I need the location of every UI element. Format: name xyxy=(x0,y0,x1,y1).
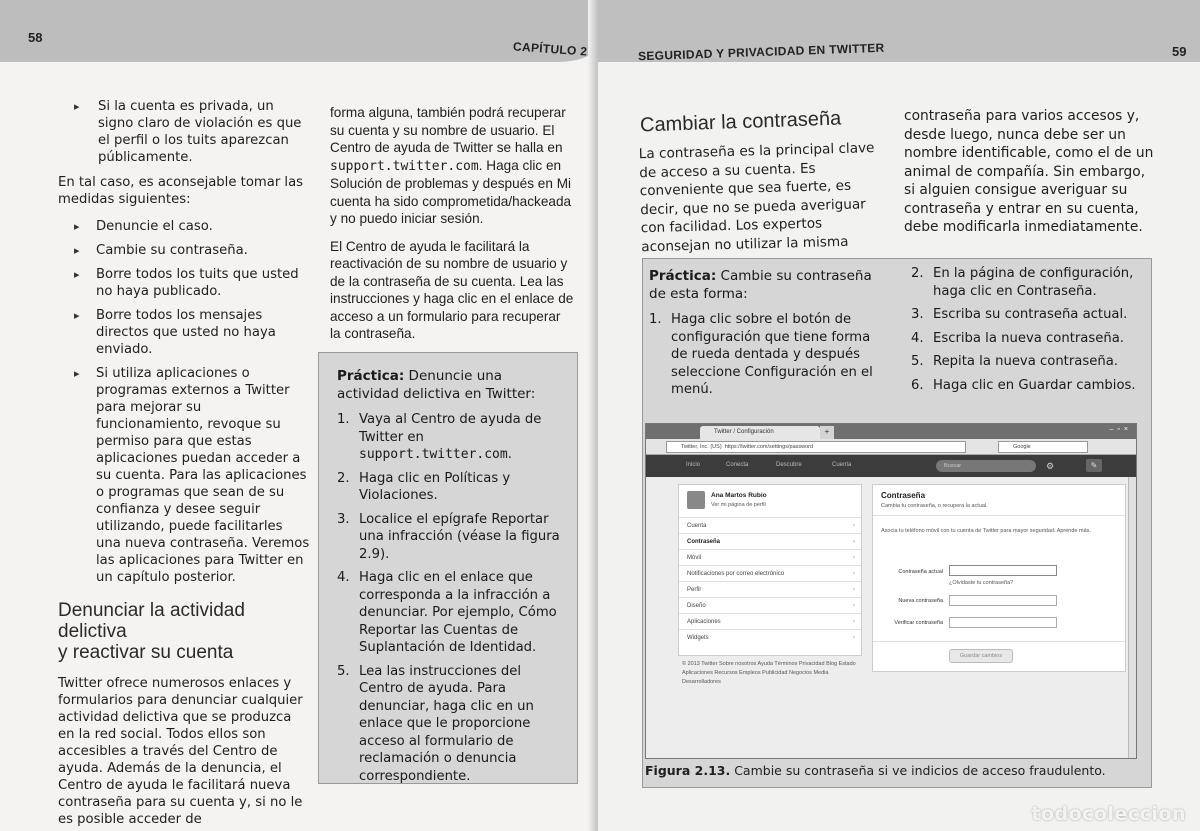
measures-list xyxy=(58,218,310,586)
practice-left-col xyxy=(649,267,877,405)
settings-menu-item[interactable]: Móvil › xyxy=(679,549,861,565)
left-running-head: CAPÍTULO 2 xyxy=(512,39,588,59)
practice-step: 3. Escriba su contraseña actual. xyxy=(911,307,1128,322)
right-column-2: contraseña para varios accesos y, desde luego, nunca debe ser un nombre identificable, como el de un animal de compañía. Sin embargo, si alguien consigue averiguar su contraseña y entrar en su cuenta, debe modificarla inmediatamente. xyxy=(904,108,1154,235)
new-password-input[interactable] xyxy=(949,595,1057,606)
label-verify-password: Verificar contraseña xyxy=(894,620,943,626)
panel-subtitle: Cambia tu contraseña, o recupera la actual. xyxy=(881,503,988,509)
left-column-1 xyxy=(58,98,310,831)
right-folio: 59 xyxy=(1172,44,1187,59)
settings-menu-item[interactable]: Cuenta › xyxy=(679,517,861,533)
section-body: Twitter ofrece numerosos enlaces y formularios para denunciar cualquier actividad delictiva que se produzca en la red social. Todos ellos son accesibles a través del Centro de ayuda. Además de la denuncia, el Centro de ayuda le facilitará nueva contraseña para su cuenta y, si no le es posible acceder de xyxy=(58,676,303,827)
practice-step: 5. Lea las instrucciones del Centro de ayuda. Para denunciar, haga clic en un enlace que le proporcione acceso al formulario de reclamación o denuncia correspondiente. xyxy=(337,663,534,784)
practice-step: 6. Haga clic en Guardar cambios. xyxy=(911,377,1136,393)
panel-title: Contraseña xyxy=(881,491,926,500)
mobile-notice: Asocia tu teléfono móvil con tu cuenta de Twitter para mayor seguridad. Aprende más. xyxy=(881,528,1091,534)
practice-step: 1. Vaya al Centro de ayuda de Twitter en support.twitter.com. xyxy=(337,412,542,462)
support-url: support.twitter.com xyxy=(330,158,479,174)
settings-menu-item[interactable]: Aplicaciones › xyxy=(679,613,861,629)
support-url: support.twitter.com xyxy=(359,447,508,462)
reactivation-paragraph: El Centro de ayuda le facilitará la reactivación de su nombre de usuario y de la contraseña de su cuenta. Lea las instrucciones y haga clic en el enlace de acceso a un formulario para recuperar la contraseña. xyxy=(330,238,574,341)
browser-tab[interactable]: Twitter / Configuración xyxy=(700,426,820,439)
browser-urlbar xyxy=(646,439,1136,455)
nav-inicio[interactable]: Inicio xyxy=(686,462,701,468)
left-header-band xyxy=(0,0,598,62)
avatar xyxy=(687,491,705,509)
practice-right-col xyxy=(911,265,1147,400)
practice-step: 1. Haga clic sobre el botón de configuración que tiene forma de rueda dentada y después seleccione Configuración en el menú. xyxy=(649,312,873,397)
practice-step: 4. Haga clic en el enlace que corresponda a la infracción a denunciar. Por ejemplo, Cómo Reportar las Cuentas de Suplantación de Identidad. xyxy=(337,570,557,655)
practice-box-password xyxy=(642,258,1152,788)
left-folio: 58 xyxy=(28,30,43,45)
practice-lead: Práctica: Denuncie una actividad delictiva en Twitter: xyxy=(337,368,536,402)
chevron-right-icon: › xyxy=(853,587,855,593)
window-controls-icon[interactable]: –▫× xyxy=(1109,426,1132,433)
watermark-logo: todocoleccion xyxy=(1031,803,1186,825)
chevron-right-icon: › xyxy=(853,555,855,561)
password-panel xyxy=(872,484,1126,672)
settings-sidebar xyxy=(678,484,862,656)
bullet-item: ▸ Cambie su contraseña. xyxy=(58,242,310,259)
twitter-search-input[interactable]: Buscar xyxy=(936,460,1036,472)
profile-link[interactable]: Ver mi página de perfil xyxy=(711,502,766,508)
chevron-right-icon: › xyxy=(853,635,855,641)
nav-cuenta[interactable]: Cuenta xyxy=(832,462,852,468)
chevron-right-icon: › xyxy=(853,619,855,625)
chevron-right-icon: › xyxy=(853,539,855,545)
twitter-footer: © 2013 Twitter Sobre nosotros Ayuda Términos Privacidad Blog Estado Aplicaciones Recursos Empleos Publicidad Negocios Media Desarrolladores xyxy=(682,661,856,685)
practice-step: 5. Repita la nueva contraseña. xyxy=(911,354,1118,369)
browser-search-box[interactable]: Google xyxy=(998,441,1088,453)
nav-conecta[interactable]: Conecta xyxy=(726,462,749,468)
left-column-2 xyxy=(330,104,574,353)
current-password-input[interactable] xyxy=(949,565,1057,576)
address-bar[interactable]: Twitter, Inc. (US) https://twitter.com/settings/password xyxy=(666,441,966,453)
practice-box-report xyxy=(318,352,578,784)
practice-lead: Práctica: Cambie su contraseña de esta forma: xyxy=(649,268,872,302)
scrollbar[interactable] xyxy=(1128,477,1136,759)
twitter-navbar xyxy=(646,455,1136,477)
settings-menu-item[interactable]: Diseño › xyxy=(679,597,861,613)
forgot-password-link[interactable]: ¿Olvidaste tu contraseña? xyxy=(949,580,1014,586)
verify-password-input[interactable] xyxy=(949,617,1057,628)
right-page xyxy=(598,0,1200,831)
compose-tweet-icon[interactable]: ✎ xyxy=(1086,459,1102,472)
settings-menu-item[interactable]: Widgets › xyxy=(679,629,861,645)
label-current-password: Contraseña actual xyxy=(898,569,943,575)
practice-steps-left xyxy=(649,311,877,399)
section-title-cambiar: Cambiar la contraseña xyxy=(639,107,842,137)
label-new-password: Nueva contraseña xyxy=(898,598,943,604)
figure-caption: Figura 2.13. Cambie su contraseña si ve indicios de acceso fraudulento. xyxy=(645,763,1106,778)
practice-step: 4. Escriba la nueva contraseña. xyxy=(911,330,1124,346)
bullet-item: ▸ Si la cuenta es privada, un signo claro de violación es que el perfil o los tuits aparezcan públicamente. xyxy=(58,98,310,166)
settings-menu-item[interactable]: Notificaciones por correo electrónico › xyxy=(679,565,861,581)
settings-menu-item[interactable]: Perfil › xyxy=(679,581,861,597)
settings-menu-item[interactable]: Contraseña › xyxy=(679,533,861,549)
panel-divider-2 xyxy=(873,641,1125,642)
right-column-1: La contraseña es la principal clave de acceso a su cuenta. Es conveniente que sea fuerte, es decir, que no se pueda averiguar con facilidad. Los expertos aconsejan no utilizar la misma xyxy=(638,140,875,255)
practice-step: 2. Haga clic en Políticas y Violaciones. xyxy=(337,470,511,503)
new-tab-icon[interactable]: + xyxy=(820,426,834,439)
panel-divider xyxy=(873,515,1125,516)
section-title-denunciar: Denunciar la actividad delictiva y reactivar su cuenta xyxy=(58,600,245,663)
intro-paragraph: En tal caso, es aconsejable tomar las medidas siguientes: xyxy=(58,175,304,207)
chevron-right-icon: › xyxy=(853,571,855,577)
bullet-item: ▸ Si utiliza aplicaciones o programas externos a Twitter para mejorar su funcionamiento, revoque su permiso para que estas aplicaciones puedan acceder a su cuenta. Para las aplicaciones o programas que sean de su confianza y desee seguir utilizando, puede facilitarles una nueva contraseña. Veremos las aplicaciones para Twitter en un capítulo posterior. xyxy=(58,365,310,586)
gear-icon[interactable]: ⚙ xyxy=(1046,461,1055,471)
practice-step: 2. En la página de configuración, haga clic en Contraseña. xyxy=(911,266,1134,299)
bullet-item: ▸ Borre todos los tuits que usted no haya publicado. xyxy=(58,266,310,300)
practice-steps xyxy=(337,411,563,785)
practice-steps-right xyxy=(911,265,1147,394)
save-changes-button[interactable]: Guardar cambios xyxy=(949,649,1013,663)
help-center-paragraph: forma alguna, también podrá recuperar su cuenta y su nombre de usuario. El Centro de ayuda de Twitter se halla en support.twitter.com. Haga clic en Solución de problemas y después en Mi cuenta ha sido comprometida/hackeada y no puedo iniciar sesión. xyxy=(330,105,572,226)
bullet-item: ▸ Denuncie el caso. xyxy=(58,218,310,235)
chevron-right-icon: › xyxy=(853,603,855,609)
right-running-head: SEGURIDAD Y PRIVACIDAD EN TWITTER xyxy=(637,40,885,64)
nav-descubre[interactable]: Descubre xyxy=(776,462,802,468)
left-page xyxy=(0,0,598,831)
bullet-item: ▸ Borre todos los mensajes directos que usted no haya enviado. xyxy=(58,307,310,358)
browser-titlebar xyxy=(646,424,1136,439)
profile-name: Ana Martos Rubio xyxy=(711,492,767,499)
practice-step: 3. Localice el epígrafe Reportar una infracción (véase la figura 2.9). xyxy=(337,511,560,562)
figure-screenshot xyxy=(645,423,1137,759)
chevron-right-icon: › xyxy=(853,523,855,529)
